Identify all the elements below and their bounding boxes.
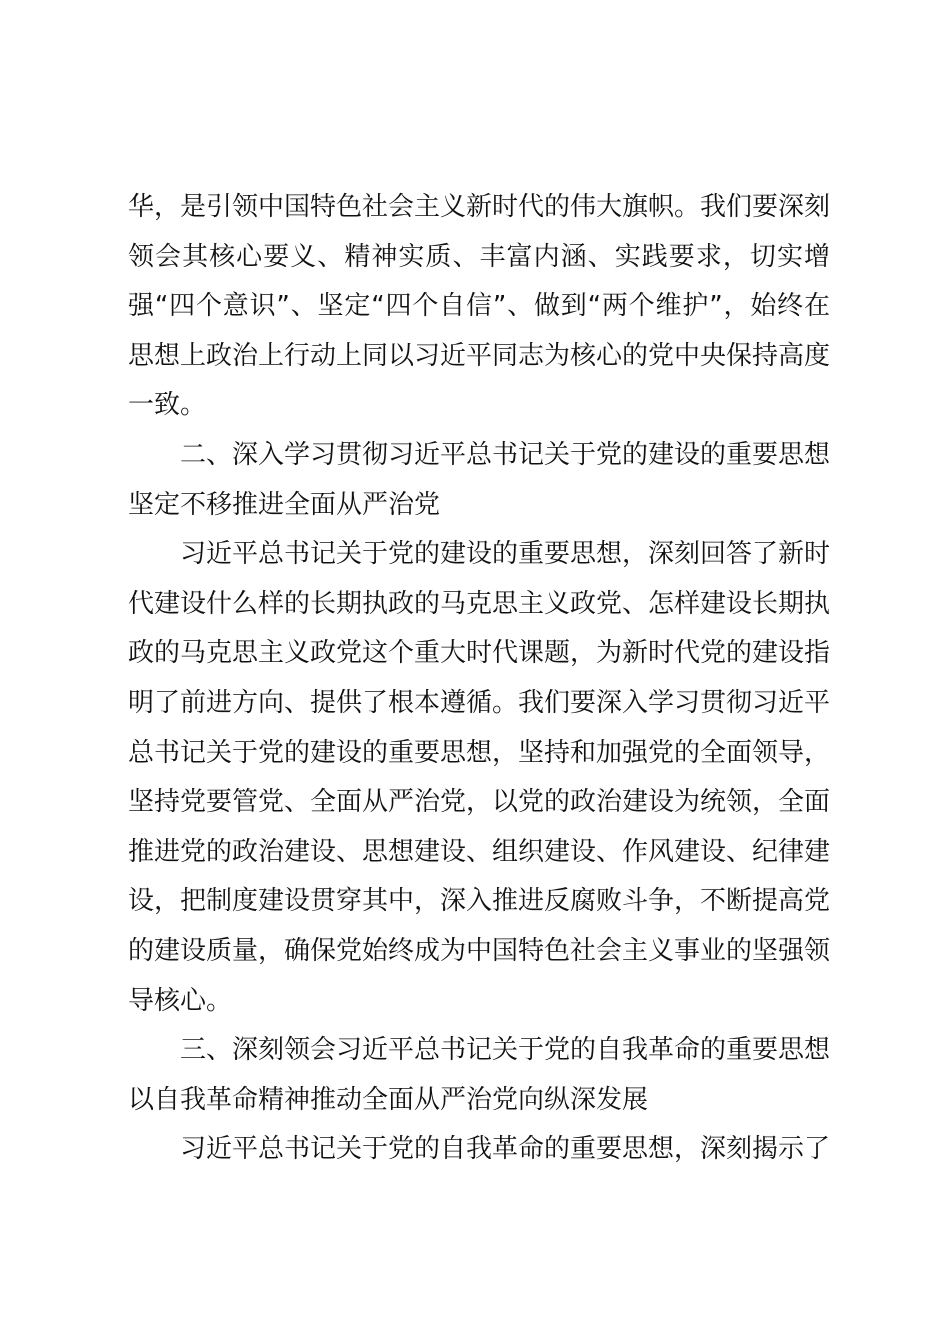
body-paragraph: 习近平总书记关于党的自我革命的重要思想，深刻揭示了 [180,1134,831,1165]
section-heading-three: 三、深刻领会习近平总书记关于党的自我革命的重要思想以自我革命精神推动全面从严治党向纵深发展 [128,1035,831,1115]
document-body [128,183,830,1175]
body-paragraph: 华，是引领中国特色社会主义新时代的伟大旗帜。我们要深刻领会其核心要义、精神实质、丰富内涵、实践要求，切实增强“四个意识”、坚定“四个自信”、做到“两个维护”，始终在思想上政治上行动上同以习近平同志为核心的党中央保持高度一致。 [128,192,831,421]
body-paragraph: 习近平总书记关于党的建设的重要思想，深刻回答了新时代建设什么样的长期执政的马克思主义政党、怎样建设长期执政的马克思主义政党这个重大时代课题，为新时代党的建设指明了前进方向、提供了根本遵循。我们要深入学习贯彻习近平总书记关于党的建设的重要思想，坚持和加强党的全面领导，坚持党要管党、全面从严治党，以党的政治建设为统领，全面推进党的政治建设、思想建设、组织建设、作风建设、纪律建设，把制度建设贯穿其中，深入推进反腐败斗争，不断提高党的建设质量，确保党始终成为中国特色社会主义事业的坚强领导核心。 [128,539,831,1016]
section-heading-two: 二、深入学习贯彻习近平总书记关于党的建设的重要思想坚定不移推进全面从严治党 [128,439,831,520]
